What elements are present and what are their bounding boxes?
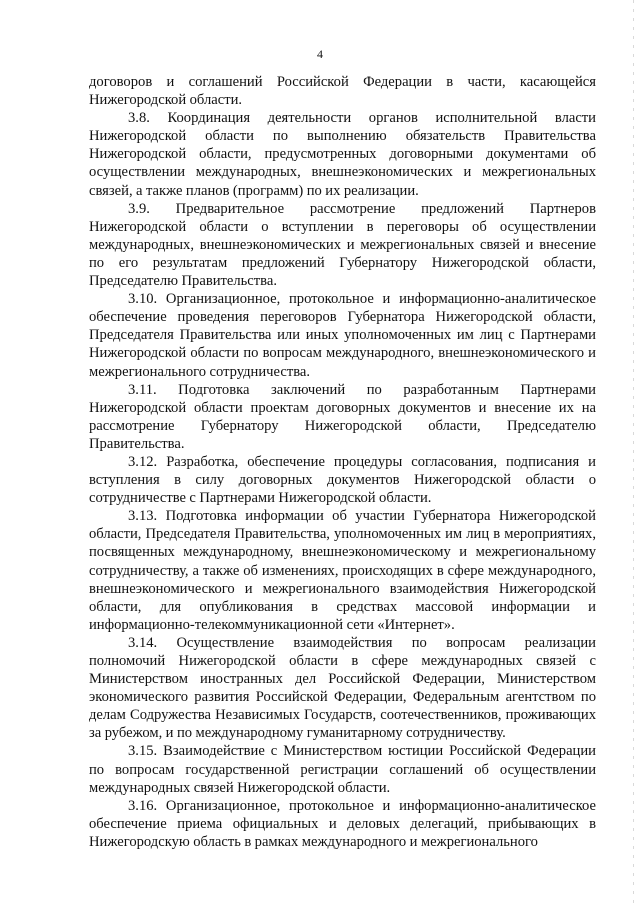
paragraph-continuation: договоров и соглашений Российской Федерации в части, касающейся Нижегородской области. bbox=[89, 74, 596, 109]
document-body bbox=[89, 73, 596, 851]
paragraph-3-8: 3.8. Координация деятельности органов исполнительной власти Нижегородской области по выполнению обязательств Правительства Нижегородской области, предусмотренных договорными документами об осуществлении международных, внешнеэкономических и межрегиональных связей, а также планов (программ) по их реализации. bbox=[89, 110, 596, 199]
paragraph-3-11: 3.11. Подготовка заключений по разработанным Партнерами Нижегородской области проектам договорных документов и внесение их на рассмотрение Губернатору Нижегородской области, Председателю Правительства. bbox=[89, 381, 596, 452]
paragraph-3-14: 3.14. Осуществление взаимодействия по вопросам реализации полномочий Нижегородской области в сфере международных связей с Министерством иностранных дел Российской Федерации, Министерством экономического развития Российской Федерации, Федеральным агентством по делам Содружества Независимых Государств, соотечественников, проживающих за рубежом, и по международному гуманитарному сотрудничеству. bbox=[89, 634, 596, 742]
paragraph-3-13: 3.13. Подготовка информации об участии Губернатора Нижегородской области, Председателя Правительства, уполномоченных им лиц в мероприятиях, посвященных международному, внешнеэкономическому и межрегиональному сотрудничеству, а также об изменениях, происходящих в сфере международного, внешнеэкономического и межрегионального взаимодействия Нижегородской области, для опубликования в средствах массовой информации и информационно-телекоммуникационной сети «Интернет». bbox=[89, 508, 596, 633]
paragraph-3-9: 3.9. Предварительное рассмотрение предложений Партнеров Нижегородской области о вступлении в переговоры об осуществлении международных, внешнеэкономических и межрегиональных связей и внесение по его результатам предложений Губернатору Нижегородской области, Председателю Правительства. bbox=[89, 200, 596, 290]
paragraph-3-10: 3.10. Организационное, протокольное и информационно-аналитическое обеспечение проведения переговоров Губернатора Нижегородской области, Председателя Правительства или иных уполномоченных им лиц с Партнерами Нижегородской области по вопросам международного, внешнеэкономического и межрегионального сотрудничества. bbox=[89, 291, 596, 380]
paragraph-3-12: 3.12. Разработка, обеспечение процедуры согласования, подписания и вступления в силу договорных документов Нижегородской области о сотрудничестве с Партнерами Нижегородской области. bbox=[89, 453, 596, 507]
scan-edge-artifact bbox=[633, 0, 634, 905]
paragraph-3-15: 3.15. Взаимодействие с Министерством юстиции Российской Федерации по вопросам государственной регистрации соглашений об осуществлении международных связей Нижегородской области. bbox=[89, 743, 596, 796]
page-number: 4 bbox=[317, 47, 323, 61]
paragraph-3-16: 3.16. Организационное, протокольное и информационно-аналитическое обеспечение приема официальных и деловых делегаций, прибывающих в Нижегородскую область в рамках международного и межрегионального bbox=[89, 797, 596, 850]
